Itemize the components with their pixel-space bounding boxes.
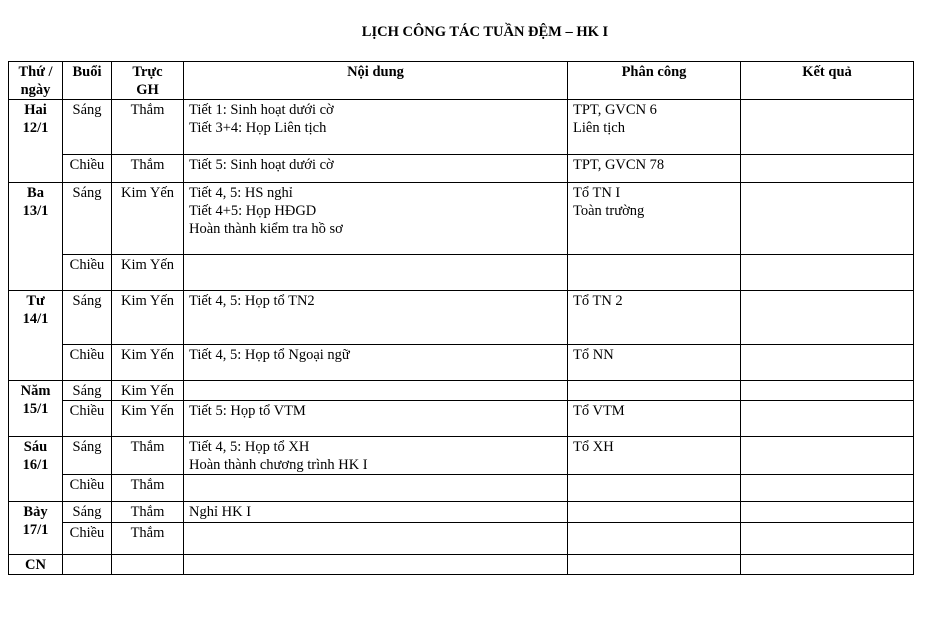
session-cell: Chiều	[63, 155, 112, 183]
day-cell: Tư 14/1	[9, 291, 63, 381]
assignment-cell	[568, 555, 741, 575]
header-row	[9, 62, 914, 100]
schedule-body	[9, 100, 914, 575]
header-noi-dung: Nội dung	[184, 62, 568, 100]
session-cell: Sáng	[63, 437, 112, 475]
session-cell: Sáng	[63, 381, 112, 401]
assignment-cell	[568, 381, 741, 401]
day-cell: Sáu 16/1	[9, 437, 63, 502]
table-row	[9, 381, 914, 401]
content-cell: Tiết 4, 5: HS nghỉ Tiết 4+5: Họp HĐGD Hoàn thành kiểm tra hồ sơ	[184, 183, 568, 255]
header-phan-cong: Phân công	[568, 62, 741, 100]
duty-cell: Thắm	[112, 155, 184, 183]
session-cell: Sáng	[63, 100, 112, 155]
content-cell: Tiết 4, 5: Họp tổ Ngoại ngữ	[184, 345, 568, 381]
result-cell	[741, 155, 914, 183]
day-cell: Hai 12/1	[9, 100, 63, 183]
session-cell: Chiều	[63, 401, 112, 437]
duty-cell: Thắm	[112, 100, 184, 155]
page-title: LỊCH CÔNG TÁC TUẦN ĐỆM – HK I	[361, 24, 609, 40]
assignment-cell	[568, 475, 741, 502]
header-truc-gh: Trực GH	[112, 62, 184, 100]
day-cell: Bảy 17/1	[9, 502, 63, 555]
assignment-cell: Tổ TN 2	[568, 291, 741, 345]
content-cell: Tiết 1: Sinh hoạt dưới cờ Tiết 3+4: Họp Liên tịch	[184, 100, 568, 155]
content-cell: Nghỉ HK I	[184, 502, 568, 523]
assignment-cell: Tổ VTM	[568, 401, 741, 437]
content-cell	[184, 381, 568, 401]
table-row	[9, 255, 914, 291]
table-row	[9, 345, 914, 381]
table-row	[9, 100, 914, 155]
table-row	[9, 291, 914, 345]
session-cell: Sáng	[63, 183, 112, 255]
assignment-cell: TPT, GVCN 6 Liên tịch	[568, 100, 741, 155]
assignment-cell	[568, 255, 741, 291]
header-thu-ngay: Thứ / ngày	[9, 62, 63, 100]
duty-cell: Kim Yến	[112, 255, 184, 291]
table-row	[9, 401, 914, 437]
result-cell	[741, 555, 914, 575]
result-cell	[741, 502, 914, 523]
table-row	[9, 155, 914, 183]
content-cell	[184, 555, 568, 575]
content-cell	[184, 475, 568, 502]
result-cell	[741, 475, 914, 502]
duty-cell: Kim Yến	[112, 345, 184, 381]
duty-cell: Thắm	[112, 437, 184, 475]
result-cell	[741, 255, 914, 291]
result-cell	[741, 381, 914, 401]
table-row	[9, 523, 914, 555]
duty-cell: Thắm	[112, 475, 184, 502]
content-cell: Tiết 5: Sinh hoạt dưới cờ	[184, 155, 568, 183]
header-buoi: Buổi	[63, 62, 112, 100]
result-cell	[741, 100, 914, 155]
schedule-table	[8, 61, 914, 575]
day-cell: CN	[9, 555, 63, 575]
table-row	[9, 502, 914, 523]
table-row	[9, 555, 914, 575]
result-cell	[741, 345, 914, 381]
header-ket-qua: Kết quả	[741, 62, 914, 100]
duty-cell	[112, 555, 184, 575]
table-row	[9, 437, 914, 475]
assignment-cell: Tổ XH	[568, 437, 741, 475]
content-cell: Tiết 4, 5: Họp tổ TN2	[184, 291, 568, 345]
content-cell: Tiết 5: Họp tổ VTM	[184, 401, 568, 437]
session-cell: Sáng	[63, 502, 112, 523]
content-cell: Tiết 4, 5: Họp tổ XH Hoàn thành chương trình HK I	[184, 437, 568, 475]
table-row	[9, 475, 914, 502]
session-cell: Chiều	[63, 345, 112, 381]
result-cell	[741, 183, 914, 255]
session-cell: Chiều	[63, 523, 112, 555]
duty-cell: Kim Yến	[112, 401, 184, 437]
assignment-cell	[568, 502, 741, 523]
session-cell	[63, 555, 112, 575]
content-cell	[184, 255, 568, 291]
day-cell: Ba 13/1	[9, 183, 63, 291]
table-row	[9, 183, 914, 255]
day-cell: Năm 15/1	[9, 381, 63, 437]
result-cell	[741, 401, 914, 437]
duty-cell: Kim Yến	[112, 291, 184, 345]
session-cell: Sáng	[63, 291, 112, 345]
session-cell: Chiều	[63, 255, 112, 291]
result-cell	[741, 291, 914, 345]
result-cell	[741, 523, 914, 555]
result-cell	[741, 437, 914, 475]
duty-cell: Kim Yến	[112, 183, 184, 255]
duty-cell: Kim Yến	[112, 381, 184, 401]
assignment-cell: TPT, GVCN 78	[568, 155, 741, 183]
duty-cell: Thắm	[112, 502, 184, 523]
assignment-cell: Tổ NN	[568, 345, 741, 381]
content-cell	[184, 523, 568, 555]
assignment-cell	[568, 523, 741, 555]
session-cell: Chiều	[63, 475, 112, 502]
assignment-cell: Tổ TN I Toàn trường	[568, 183, 741, 255]
duty-cell: Thắm	[112, 523, 184, 555]
